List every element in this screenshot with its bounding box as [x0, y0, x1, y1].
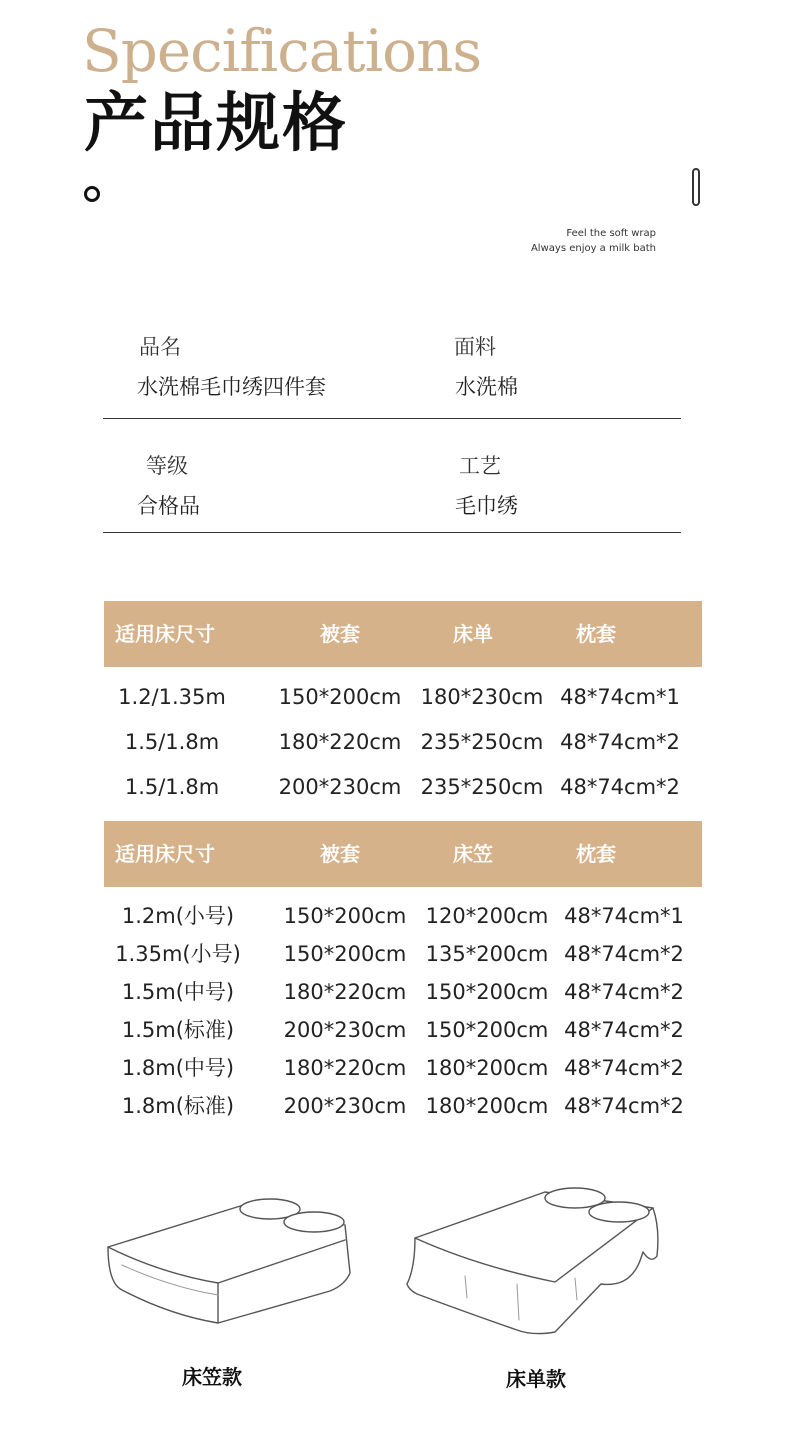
table-row	[104, 973, 702, 1011]
spec-value-fabric: 水洗棉	[455, 375, 518, 399]
table2-header	[104, 821, 702, 887]
table-cell: 180*220cm	[283, 980, 407, 1004]
table1-header	[104, 601, 702, 667]
table-cell: 180*220cm	[278, 730, 402, 754]
table-row	[104, 897, 702, 935]
table-cell: 48*74cm*2	[560, 775, 680, 799]
table-cell: 120*200cm	[425, 904, 549, 928]
table-cell: 48*74cm*2	[564, 1056, 684, 1080]
table-cell: 1.2/1.35m	[118, 685, 226, 709]
table1-header-duvet: 被套	[320, 622, 360, 646]
spec-value-craft: 毛巾绣	[455, 494, 518, 518]
table1-header-size: 适用床尺寸	[115, 622, 215, 646]
table-cell: 150*200cm	[283, 942, 407, 966]
table-cell: 1.5/1.8m	[124, 730, 220, 754]
spec-label-craft: 工艺	[459, 454, 501, 478]
table-cell: 48*74cm*2	[560, 730, 680, 754]
table-row	[104, 720, 702, 765]
table-cell: 1.2m(小号)	[121, 904, 235, 928]
table-cell: 150*200cm	[425, 980, 549, 1004]
table-cell: 135*200cm	[425, 942, 549, 966]
title-chinese: 产品规格	[84, 87, 348, 161]
table-row	[104, 935, 702, 973]
table1-body	[104, 675, 702, 810]
table-cell: 1.8m(标准)	[121, 1094, 235, 1118]
table-cell: 150*200cm	[283, 904, 407, 928]
tagline	[531, 226, 656, 256]
table-row	[104, 1087, 702, 1125]
table-cell: 48*74cm*2	[564, 942, 684, 966]
table-cell: 235*250cm	[420, 775, 544, 799]
title-english: Specifications	[82, 17, 482, 85]
table1-header-sheet: 床单	[453, 622, 493, 646]
table-cell: 150*200cm	[278, 685, 402, 709]
fitted-sheet-caption: 床笠款	[182, 1365, 242, 1389]
scroll-indicator-icon	[692, 168, 700, 206]
tagline-line-1: Feel the soft wrap	[566, 228, 656, 239]
fitted-sheet-bed-illustration	[100, 1185, 360, 1335]
table-cell: 200*230cm	[283, 1018, 407, 1042]
spec-label-grade: 等级	[146, 454, 188, 478]
table-row	[104, 1011, 702, 1049]
table-cell: 180*200cm	[425, 1056, 549, 1080]
table-cell: 1.8m(中号)	[121, 1056, 235, 1080]
spec-label-fabric: 面料	[454, 335, 496, 359]
table-cell: 48*74cm*2	[564, 1018, 684, 1042]
flat-sheet-caption: 床单款	[506, 1367, 566, 1391]
spec-label-name: 品名	[139, 335, 181, 359]
table2-header-size: 适用床尺寸	[115, 842, 215, 866]
table2-body	[104, 897, 702, 1125]
table-cell: 48*74cm*2	[564, 1094, 684, 1118]
table-cell: 150*200cm	[425, 1018, 549, 1042]
table-cell: 1.35m(小号)	[115, 942, 241, 966]
table-cell: 1.5m(中号)	[121, 980, 235, 1004]
divider	[103, 532, 681, 533]
divider	[103, 418, 681, 419]
table1-header-pillowcase: 枕套	[576, 622, 616, 646]
table-cell: 180*200cm	[425, 1094, 549, 1118]
table2-header-duvet: 被套	[320, 842, 360, 866]
spec-value-grade: 合格品	[137, 494, 200, 518]
table-cell: 200*230cm	[278, 775, 402, 799]
table-cell: 48*74cm*1	[564, 904, 684, 928]
table2-header-fitted-sheet: 床笠	[453, 842, 493, 866]
table-cell: 1.5m(标准)	[121, 1018, 235, 1042]
table-row	[104, 765, 702, 810]
table-cell: 200*230cm	[283, 1094, 407, 1118]
spec-value-name: 水洗棉毛巾绣四件套	[137, 375, 326, 399]
tagline-line-2: Always enjoy a milk bath	[530, 243, 656, 254]
table-row	[104, 675, 702, 720]
flat-sheet-bed-illustration	[405, 1180, 670, 1340]
table-cell: 180*230cm	[420, 685, 544, 709]
table-cell: 235*250cm	[420, 730, 544, 754]
table-cell: 48*74cm*2	[564, 980, 684, 1004]
table-row	[104, 1049, 702, 1087]
table2-header-pillowcase: 枕套	[576, 842, 616, 866]
table-cell: 48*74cm*1	[560, 685, 680, 709]
table-cell: 180*220cm	[283, 1056, 407, 1080]
circle-dot-icon	[84, 186, 100, 202]
table-cell: 1.5/1.8m	[124, 775, 220, 799]
